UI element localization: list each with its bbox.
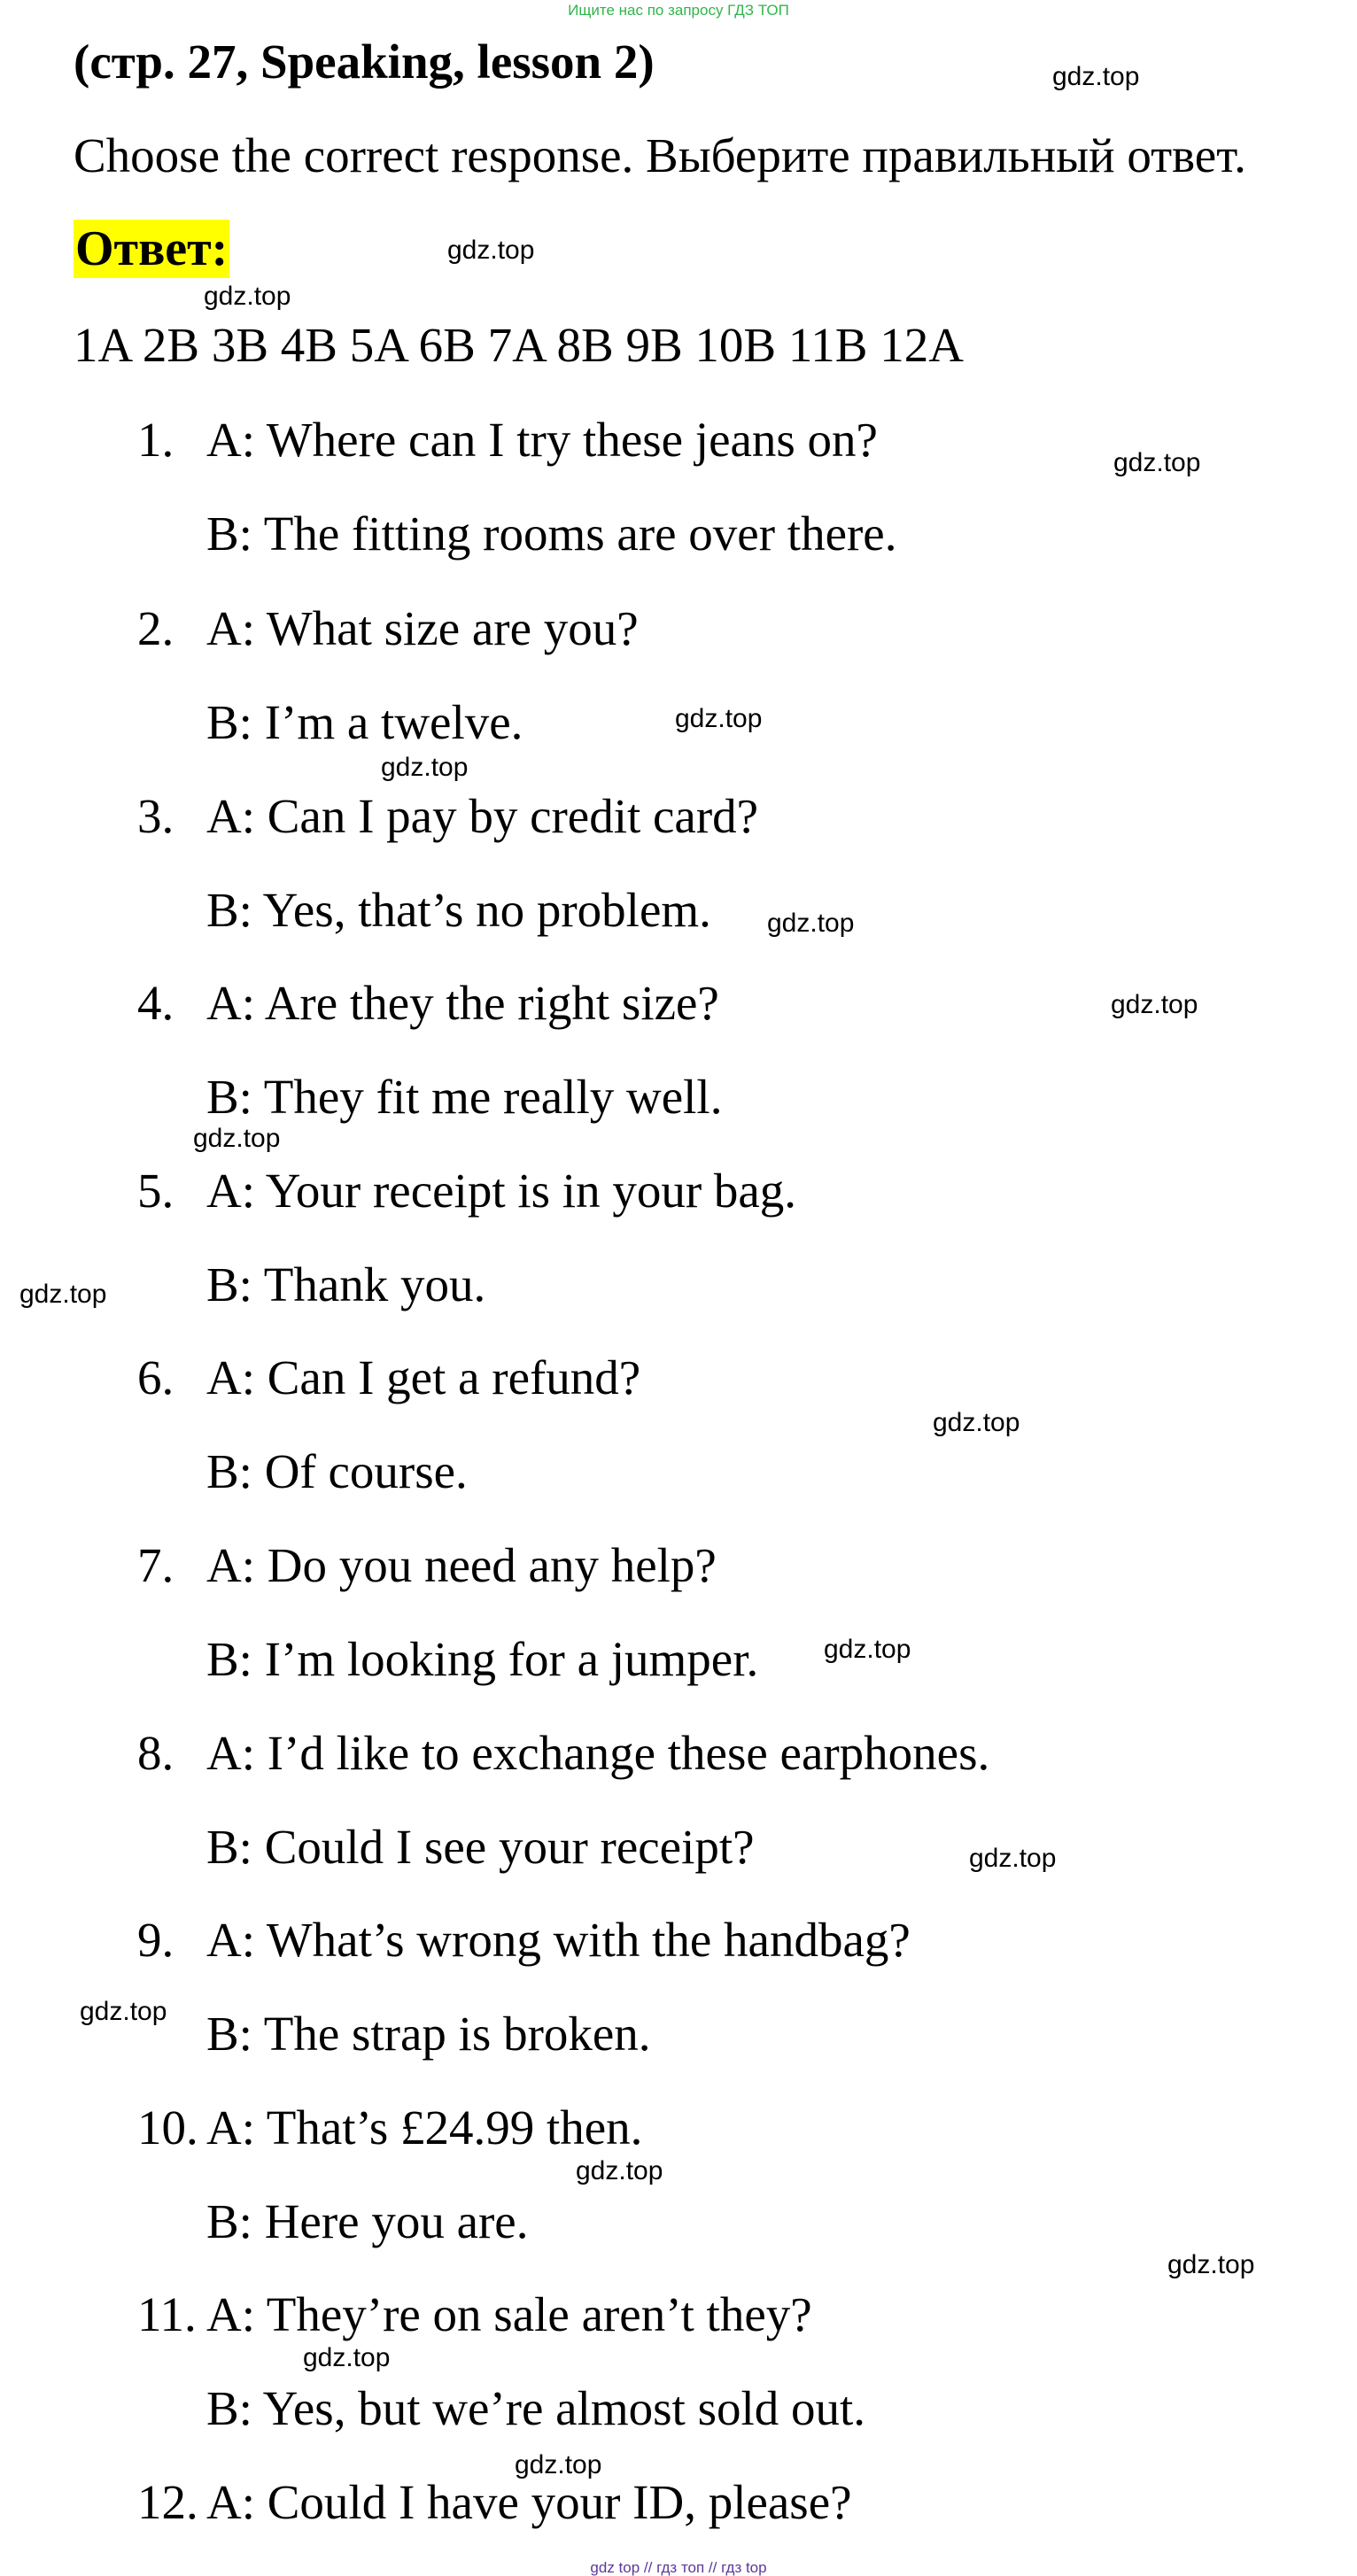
dialog-line-b: B: The strap is broken. bbox=[206, 2007, 651, 2061]
dialog-line-a: A: Do you need any help? bbox=[206, 1538, 717, 1592]
dialog-line-b: B: I’m a twelve. bbox=[206, 695, 523, 749]
dialog-number: 6. bbox=[137, 1350, 174, 1404]
dialog-line-a: A: What size are you? bbox=[206, 601, 639, 655]
watermark: gdz.top bbox=[515, 2450, 602, 2479]
watermark: gdz.top bbox=[767, 909, 855, 938]
dialog-line-a: A: Your receipt is in your bag. bbox=[206, 1164, 797, 1218]
dialog-number: 7. bbox=[137, 1538, 174, 1592]
answer-key: 1A 2B 3B 4B 5A 6B 7A 8B 9B 10B 11B 12A bbox=[74, 318, 964, 372]
dialog-line-a: A: Can I pay by credit card? bbox=[206, 789, 759, 843]
dialog-line-a: A: That’s £24.99 then. bbox=[206, 2100, 643, 2154]
watermark: gdz.top bbox=[824, 1635, 911, 1664]
dialog-line-b: B: The fitting rooms are over there. bbox=[206, 507, 897, 561]
dialog-number: 1. bbox=[137, 413, 174, 467]
dialog-line-a: A: Could I have your ID, please? bbox=[206, 2475, 852, 2529]
dialog-number: 8. bbox=[137, 1726, 174, 1780]
dialog-number: 3. bbox=[137, 789, 174, 843]
watermark: gdz.top bbox=[933, 1408, 1020, 1437]
watermark: gdz.top bbox=[576, 2156, 663, 2185]
page-heading: (стр. 27, Speaking, lesson 2) bbox=[74, 35, 655, 89]
dialog-line-a: A: Can I get a refund? bbox=[206, 1350, 641, 1404]
dialog-line-b: B: Thank you. bbox=[206, 1257, 486, 1311]
watermark: gdz.top bbox=[19, 1280, 107, 1309]
watermark: gdz.top bbox=[80, 1997, 167, 2026]
watermark: gdz.top bbox=[447, 236, 535, 265]
dialog-line-b: B: Could I see your receipt? bbox=[206, 1820, 755, 1874]
task-instruction: Choose the correct response. Выберите правильный ответ. bbox=[74, 128, 1246, 182]
dialog-line-b: B: Yes, that’s no problem. bbox=[206, 883, 711, 937]
top-banner: Ищите нас по запросу ГДЗ ТОП bbox=[568, 2, 789, 19]
dialog-line-a: A: Where can I try these jeans on? bbox=[206, 413, 878, 467]
watermark: gdz.top bbox=[675, 704, 763, 733]
dialog-line-b: B: They fit me really well. bbox=[206, 1070, 723, 1124]
watermark: gdz.top bbox=[1052, 62, 1140, 91]
dialog-number: 2. bbox=[137, 601, 174, 655]
dialog-line-a: A: They’re on sale aren’t they? bbox=[206, 2287, 812, 2341]
watermark: gdz.top bbox=[1111, 990, 1198, 1019]
dialog-number: 5. bbox=[137, 1164, 174, 1218]
watermark: gdz.top bbox=[303, 2343, 391, 2372]
watermark: gdz.top bbox=[193, 1124, 281, 1153]
dialog-number: 11. bbox=[137, 2287, 197, 2341]
watermark: gdz.top bbox=[1113, 448, 1201, 477]
dialog-line-b: B: Of course. bbox=[206, 1444, 468, 1498]
watermark: gdz.top bbox=[204, 282, 291, 311]
dialog-line-b: B: I’m looking for a jumper. bbox=[206, 1632, 759, 1686]
watermark: gdz.top bbox=[381, 753, 469, 782]
dialog-line-b: B: Here you are. bbox=[206, 2194, 529, 2248]
dialog-line-b: B: Yes, but we’re almost sold out. bbox=[206, 2381, 866, 2435]
dialog-number: 10. bbox=[137, 2100, 198, 2154]
dialog-line-a: A: What’s wrong with the handbag? bbox=[206, 1913, 911, 1967]
dialog-line-a: A: Are they the right size? bbox=[206, 976, 719, 1030]
dialog-number: 4. bbox=[137, 976, 174, 1030]
footer-watermark: gdz top // гдз топ // гдз top bbox=[590, 2559, 767, 2576]
watermark: gdz.top bbox=[969, 1844, 1057, 1873]
dialog-number: 12. bbox=[137, 2475, 198, 2529]
dialog-line-a: A: I’d like to exchange these earphones. bbox=[206, 1726, 990, 1780]
watermark: gdz.top bbox=[1167, 2250, 1255, 2279]
answer-label: Ответ: bbox=[75, 221, 229, 276]
dialog-number: 9. bbox=[137, 1913, 174, 1967]
